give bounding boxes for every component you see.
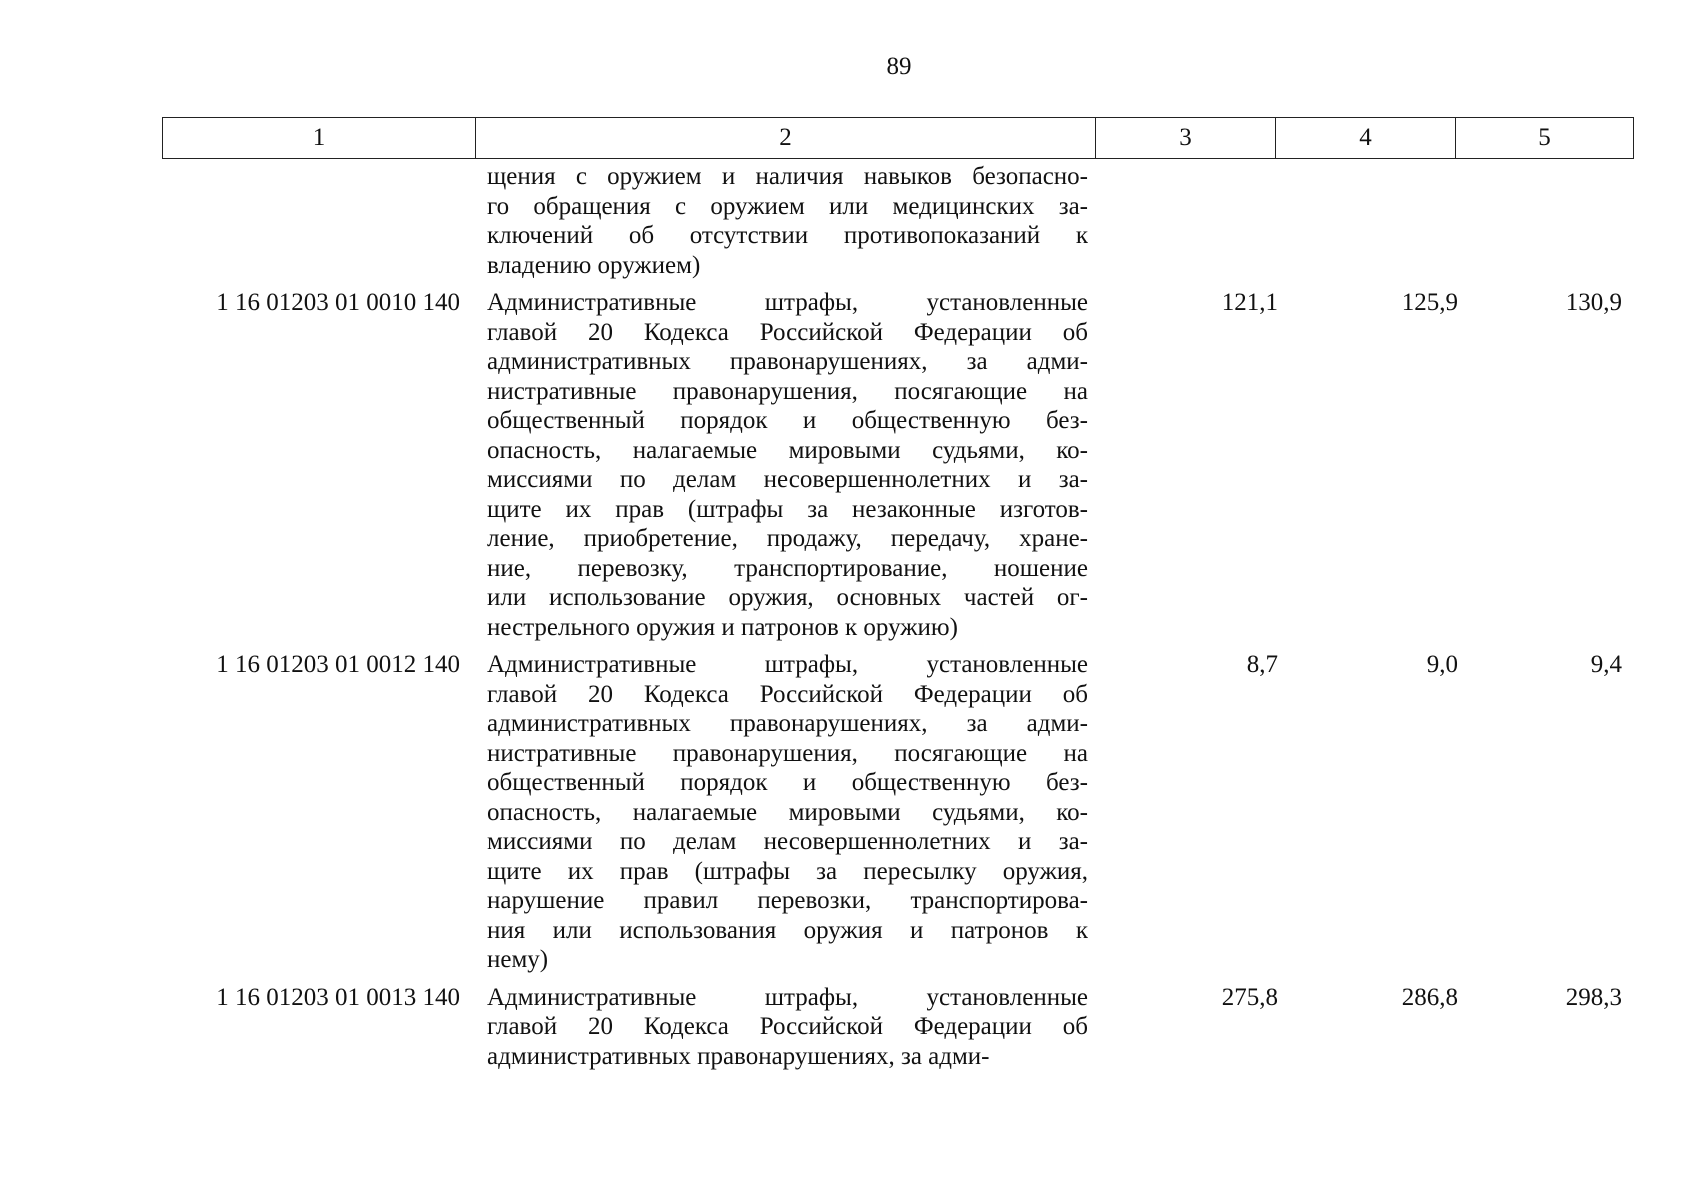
description-line: главой 20 Кодекса Российской Федерации об: [487, 318, 1088, 346]
description-line: нистративные правонарушения, посягающие на: [487, 377, 1088, 405]
description-line: административных правонарушениях, за адми-: [487, 1042, 990, 1070]
description-line: административных правонарушениях, за адми-: [487, 348, 1088, 375]
description-line: Административные штрафы, установленные: [487, 289, 1088, 316]
amount-cell-col3: 121,1: [1221, 289, 1278, 316]
amount-cell-col5: 130,9: [1565, 289, 1622, 316]
description-line: нестрельного оружия и патронов к оружию): [487, 613, 958, 641]
description-line: ключений об отсутствии противопоказаний к: [487, 222, 1088, 249]
column-header-1: 1: [163, 118, 476, 158]
description-line: нему): [487, 946, 549, 973]
amount-cell-col3: [1088, 162, 1288, 280]
amount-cell-col5: [1468, 162, 1634, 280]
description-line: нарушение правил перевозки, транспортирова-: [487, 887, 1088, 914]
amount-cell-col4: 286,8: [1401, 983, 1458, 1011]
column-header-2: 2: [476, 118, 1096, 158]
description-line: главой 20 Кодекса Российской Федерации об: [487, 1013, 1088, 1040]
budget-code-cell: 1 16 01203 01 0010 140: [216, 289, 460, 316]
budget-code-cell: 1 16 01203 01 0012 140: [216, 651, 460, 678]
amount-cell-col3: 275,8: [1221, 983, 1278, 1011]
amount-cell-col5: 298,3: [1565, 983, 1622, 1011]
description-line: общественный порядок и общественную без-: [487, 407, 1088, 434]
description-cell: [487, 983, 1088, 1072]
description-line: нистративные правонарушения, посягающие на: [487, 739, 1088, 767]
column-header-5: 5: [1538, 124, 1551, 151]
description-line: миссиями по делам несовершеннолетних и за-: [487, 828, 1088, 855]
description-cell: [487, 162, 1088, 280]
table-row: [162, 162, 1634, 280]
description-line: опасность, налагаемые мировыми судьями, ко-: [487, 436, 1088, 464]
amount-cell-col5: 9,4: [1590, 651, 1622, 678]
table-row: [162, 983, 1634, 1072]
description-line: ление, приобретение, продажу, передачу, хране-: [487, 525, 1088, 552]
description-line: главой 20 Кодекса Российской Федерации об: [487, 680, 1088, 708]
column-header-4: 4: [1276, 118, 1456, 158]
amount-cell-col4: [1288, 162, 1468, 280]
column-header-3: 3: [1096, 118, 1276, 158]
description-line: общественный порядок и общественную без-: [487, 769, 1088, 796]
description-line: опасность, налагаемые мировыми судьями, ко-: [487, 798, 1088, 826]
description-cell: [487, 288, 1088, 642]
table-header-row: [162, 117, 1634, 159]
description-cell: [487, 650, 1088, 975]
amount-cell-col3: 8,7: [1246, 651, 1278, 678]
description-line: щения с оружием и наличия навыков безопасно-: [487, 163, 1088, 190]
budget-code-cell: [162, 162, 475, 280]
description-line: Административные штрафы, установленные: [487, 651, 1088, 678]
table-row: [162, 288, 1634, 642]
description-line: владению оружием): [487, 251, 701, 279]
description-line: или использование оружия, основных частей ог-: [487, 584, 1088, 611]
description-line: миссиями по делам несовершеннолетних и за-: [487, 466, 1088, 493]
table-body: [162, 162, 1634, 1079]
description-line: щите их прав (штрафы за пересылку оружия,: [487, 857, 1088, 885]
amount-cell-col4: 9,0: [1426, 651, 1458, 678]
budget-code-cell: 1 16 01203 01 0013 140: [216, 983, 460, 1011]
description-line: го обращения с оружием или медицинских за-: [487, 192, 1088, 220]
description-line: щите их прав (штрафы за незаконные изготов-: [487, 495, 1088, 523]
description-line: ния или использования оружия и патронов к: [487, 916, 1088, 944]
description-line: административных правонарушениях, за адми-: [487, 710, 1088, 737]
amount-cell-col4: 125,9: [1401, 289, 1458, 316]
page-number: 89: [886, 53, 912, 80]
description-line: Административные штрафы, установленные: [487, 983, 1088, 1011]
description-line: ние, перевозку, транспортирование, ношение: [487, 554, 1088, 582]
table-row: [162, 650, 1634, 975]
